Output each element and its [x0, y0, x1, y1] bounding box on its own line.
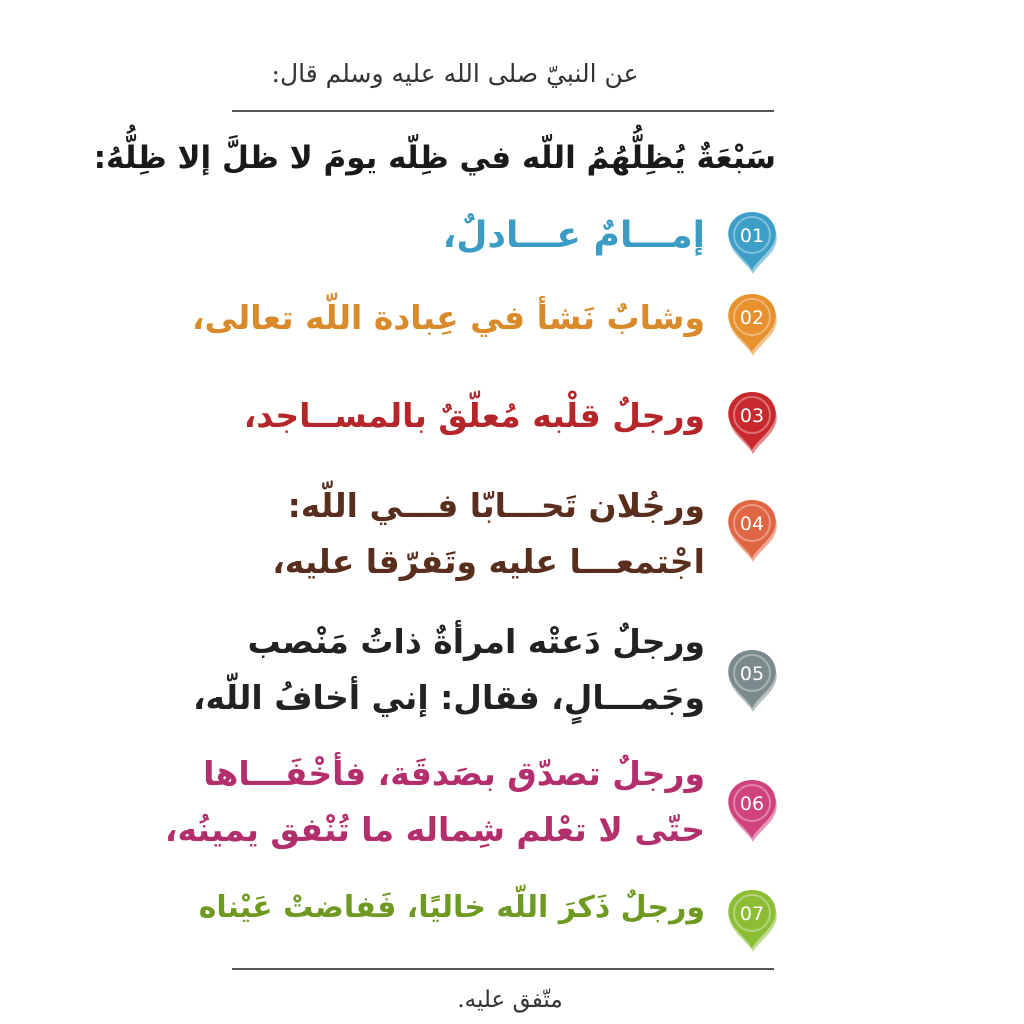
item-line: حتّى لا تعْلم شِماله ما تُنْفق يمينُه، [164, 810, 705, 849]
item-line: اجْتمعـــا عليه وتَفرّقا عليه، [272, 542, 705, 581]
bottom-divider [232, 968, 774, 970]
item-text [193, 614, 705, 726]
item-text [198, 880, 705, 936]
list-item [200, 478, 800, 610]
list-item [193, 614, 800, 746]
item-line: ورجلٌ قلْبه مُعلّقٌ بالمســاجد، [243, 396, 705, 435]
item-text [191, 290, 705, 346]
item-line: ورجلٌ دَعتْه امرأةٌ ذاتُ مَنْصب [247, 622, 705, 661]
number-badge [724, 886, 780, 952]
pin-icon [724, 886, 780, 952]
pin-icon [724, 290, 780, 356]
intro-text: عن النبيّ صلى الله عليه وسلم قال: [271, 59, 639, 88]
pin-icon [724, 208, 780, 274]
badge-number: 06 [739, 793, 765, 815]
list-item [200, 208, 800, 284]
pin-icon [724, 388, 780, 454]
item-line: ورجلٌ تصدّق بصَدقَة، فأخْفَـــاها [203, 754, 705, 793]
badge-number: 02 [739, 307, 765, 329]
pin-icon [724, 496, 780, 562]
item-text [205, 208, 705, 264]
item-line: ورجُلان تَحـــابّا فـــي اللّه: [287, 486, 705, 525]
badge-number: 01 [739, 225, 765, 247]
badge-number: 04 [739, 513, 765, 535]
number-badge [724, 290, 780, 356]
number-badge [724, 776, 780, 842]
item-line: ورجلٌ ذَكرَ اللّه خاليًا، فَفاضتْ عَيْناه [198, 890, 705, 925]
list-item [200, 388, 800, 464]
footer-text: متّفق عليه. [457, 987, 563, 1013]
item-line: وجَمـــالٍ، فقال: إني أخافُ اللّه، [193, 678, 705, 717]
item-text [205, 388, 705, 444]
badge-number: 03 [739, 405, 765, 427]
item-text [205, 478, 705, 590]
heading: سَبْعَةٌ يُظِلُّهُمُ اللّه في ظِلّه يومَ لا ظلَّ إلا ظِلُّهُ: [93, 140, 776, 176]
pin-icon [724, 776, 780, 842]
list-item [200, 880, 800, 956]
number-badge [724, 646, 780, 712]
item-text [164, 746, 705, 858]
badge-number: 05 [739, 663, 765, 685]
pin-icon [724, 646, 780, 712]
list-item [164, 746, 800, 878]
number-badge [724, 496, 780, 562]
number-badge [724, 388, 780, 454]
item-line: وشابٌ نَشأ في عِبادة اللّه تعالى، [191, 298, 705, 337]
badge-number: 07 [739, 903, 765, 925]
item-line: إمـــامٌ عـــادلٌ، [442, 215, 705, 256]
top-divider [232, 110, 774, 112]
number-badge [724, 208, 780, 274]
list-item [191, 290, 800, 366]
